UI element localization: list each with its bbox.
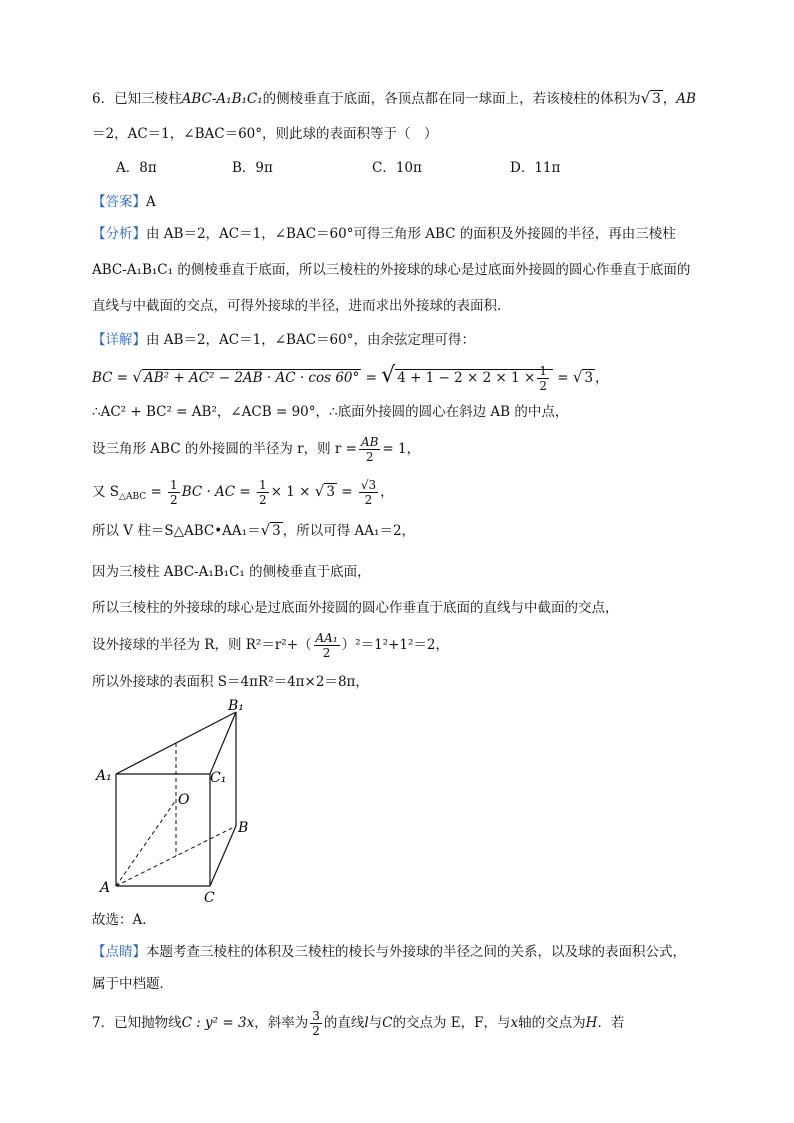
- detail-line4: [92, 434, 420, 464]
- analysis-line2: ABC-A₁B₁C₁ 的侧棱垂直于底面，所以三棱柱的外接球的球心是过底面外接圆的圆心作垂直于底面的: [92, 262, 691, 278]
- comma: ，: [662, 91, 677, 107]
- answer-line: [92, 192, 156, 212]
- frac-den-4: 2: [259, 493, 267, 507]
- detail-line9: [92, 630, 449, 660]
- prism-name: ABC-A₁B₁C₁: [181, 91, 263, 107]
- frac-num: 1: [539, 364, 547, 378]
- analysis-text-1: 由 AB＝2，AC＝1，∠BAC＝60°可得三角形 ABC 的面积及外接圆的半径，再由三棱柱: [146, 226, 676, 242]
- area-product: BC · AC =: [181, 484, 251, 500]
- option-d: D．11π: [510, 160, 561, 176]
- radius-value: = 1，: [382, 441, 421, 457]
- analysis-line3: 直线与中截面的交点，可得外接球的半径，进而求出外接球的表面积．: [92, 298, 511, 314]
- comment-tag: 【点睛】: [92, 944, 146, 960]
- option-b: B．9π: [232, 160, 273, 176]
- label-a1: A₁: [96, 768, 112, 784]
- detail-line1: [92, 330, 475, 350]
- detail-line10: 所以外接球的表面积 S＝4πR²＝4π×2＝8π，: [92, 674, 369, 690]
- q7-text-h: 的交点为 E，F，与: [392, 1015, 511, 1031]
- detail-line5: 又 $S_{\triangle ABC}$ = $\frac{1}{2}$ BC · AC = $\frac{1}{2}$ × 1 × √ 3 = $\frac{√3}{2}$ ，: [92, 478, 394, 507]
- label-a: A: [100, 880, 111, 896]
- choose-line: 故选：A．: [92, 912, 156, 928]
- ab-label: AB: [676, 91, 696, 107]
- sqrt-three-4: 3: [368, 478, 377, 492]
- q6-line1: 6．已知三棱柱ABC-A₁B₁C₁的侧棱垂直于底面，各顶点都在同一球面上，若该棱柱的体积为√ 3 ，AB: [92, 89, 696, 107]
- label-c: C: [204, 890, 215, 906]
- sqrt-three-3: 3: [326, 484, 335, 500]
- bc-lhs: BC =: [92, 370, 129, 386]
- detail-line8: 所以三棱柱的外接球的球心是过底面外接圆的圆心作垂直于底面的直线与中截面的交点，: [92, 600, 619, 616]
- equals-4: =: [341, 484, 353, 500]
- frac-num-aa1: AA₁: [315, 631, 338, 645]
- parabola-eq: C : y² = 3x: [181, 1015, 255, 1031]
- radius-text: 设三角形 ABC 的外接圆的半径为 r，则 r =: [92, 441, 357, 457]
- detail-tag: 【详解】: [92, 332, 146, 348]
- label-b: B: [238, 820, 249, 836]
- frac-num-3: 1: [259, 478, 267, 492]
- frac-den-6: 2: [322, 646, 331, 660]
- edge-cb: [210, 826, 236, 886]
- q7-text-d: 的直线: [323, 1015, 365, 1031]
- slope-den: 2: [312, 1024, 320, 1038]
- frac-num-2: 1: [170, 478, 178, 492]
- area-s: 又 S: [92, 484, 120, 500]
- answer-tag: 【答案】: [92, 194, 146, 210]
- sqrt-three: 3: [652, 91, 661, 107]
- equals-3: =: [150, 484, 162, 500]
- comment-line2: 属于中档题．: [92, 976, 173, 992]
- bc-radicand-2: 4 + 1 − 2 × 2 × 1 ×: [397, 370, 536, 386]
- equals: =: [365, 370, 377, 386]
- q7-text-l: ．若: [597, 1015, 625, 1031]
- curve-c: C: [382, 1015, 393, 1031]
- analysis-line1: [92, 224, 676, 244]
- volume-text: 所以 V 柱＝S△ABC•AA₁＝: [92, 523, 261, 539]
- option-a: A．8π: [116, 160, 157, 176]
- q7-text-f: 与: [368, 1015, 383, 1031]
- slope-num: 3: [312, 1009, 320, 1023]
- frac-den-5: 2: [364, 493, 373, 507]
- big-r-value: ）²＝1²+1²＝2，: [341, 637, 449, 653]
- area-sub: △ABC: [119, 492, 147, 502]
- point-h: H: [585, 1015, 598, 1031]
- equals-2: =: [557, 370, 569, 386]
- big-r-text: 设外接球的半径为 R，则 R²＝r²+（: [92, 637, 312, 653]
- frac-num-ab: AB: [360, 435, 379, 449]
- x-axis-label: x: [510, 1015, 519, 1031]
- bc-radicand-1: AB² + AC² − 2AB · AC · cos 60°: [143, 370, 360, 386]
- segment-ao: [116, 800, 176, 886]
- edge-b1c1: [210, 712, 236, 774]
- q7-text-a: 7．已知抛物线: [92, 1015, 182, 1031]
- q6-text-2: 的侧棱垂直于底面，各顶点都在同一球面上，若该棱柱的体积为: [262, 91, 641, 107]
- label-b1: B₁: [228, 698, 244, 714]
- answer-value: A: [146, 194, 156, 210]
- comma-2: ，: [595, 370, 609, 386]
- comment-line1: [92, 942, 686, 962]
- detail-text-1: 由 AB＝2，AC＝1，∠BAC＝60°，由余弦定理可得：: [146, 332, 475, 348]
- detail-line3: ∴AC² + BC² = AB²，∠ACB = 90°，∴底面外接圆的圆心在斜边 AB 的中点，: [92, 404, 569, 420]
- frac-den-3: 2: [170, 493, 178, 507]
- q7-text-c: ，斜率为: [254, 1015, 309, 1031]
- frac-den: 2: [539, 379, 547, 393]
- q6-text: 6．已知三棱柱: [92, 91, 182, 107]
- height-text: ，所以可得 AA₁＝2，: [282, 523, 416, 539]
- label-c1: C₁: [210, 770, 227, 786]
- frac-den-2: 2: [365, 450, 374, 464]
- analysis-tag: 【分析】: [92, 226, 146, 242]
- detail-line6: 所以 V 柱＝S△ABC•AA₁＝√ 3 ，所以可得 AA₁＝2，: [92, 521, 416, 539]
- detail-line7: 因为三棱柱 ABC-A₁B₁C₁ 的侧棱垂直于底面，: [92, 564, 371, 580]
- option-c: C．10π: [372, 160, 422, 176]
- q6-line2: ＝2，AC＝1，∠BAC＝60°，则此球的表面积等于（ ）: [92, 126, 438, 142]
- comment-text-1: 本题考查三棱柱的体积及三棱柱的棱长与外接球的半径之间的关系，以及球的表面积公式，: [146, 944, 686, 960]
- sqrt-three-2: 3: [584, 370, 594, 386]
- line-l: l: [364, 1015, 369, 1031]
- prism-figure: [92, 696, 272, 906]
- sqrt-three-5: 3: [272, 523, 281, 539]
- label-o: O: [178, 792, 190, 808]
- bc-formula: BC = √ AB² + AC² − 2AB · AC · cos 60° = √ 4 + 1 − 2 × 2 × 1 × $\frac{1}{2}$ = √ 3 ，: [92, 363, 609, 393]
- q7-line1: [92, 1008, 624, 1038]
- comma-3: ，: [380, 484, 394, 500]
- area-times: × 1 ×: [270, 484, 311, 500]
- q7-text-j: 轴的交点为: [518, 1015, 586, 1031]
